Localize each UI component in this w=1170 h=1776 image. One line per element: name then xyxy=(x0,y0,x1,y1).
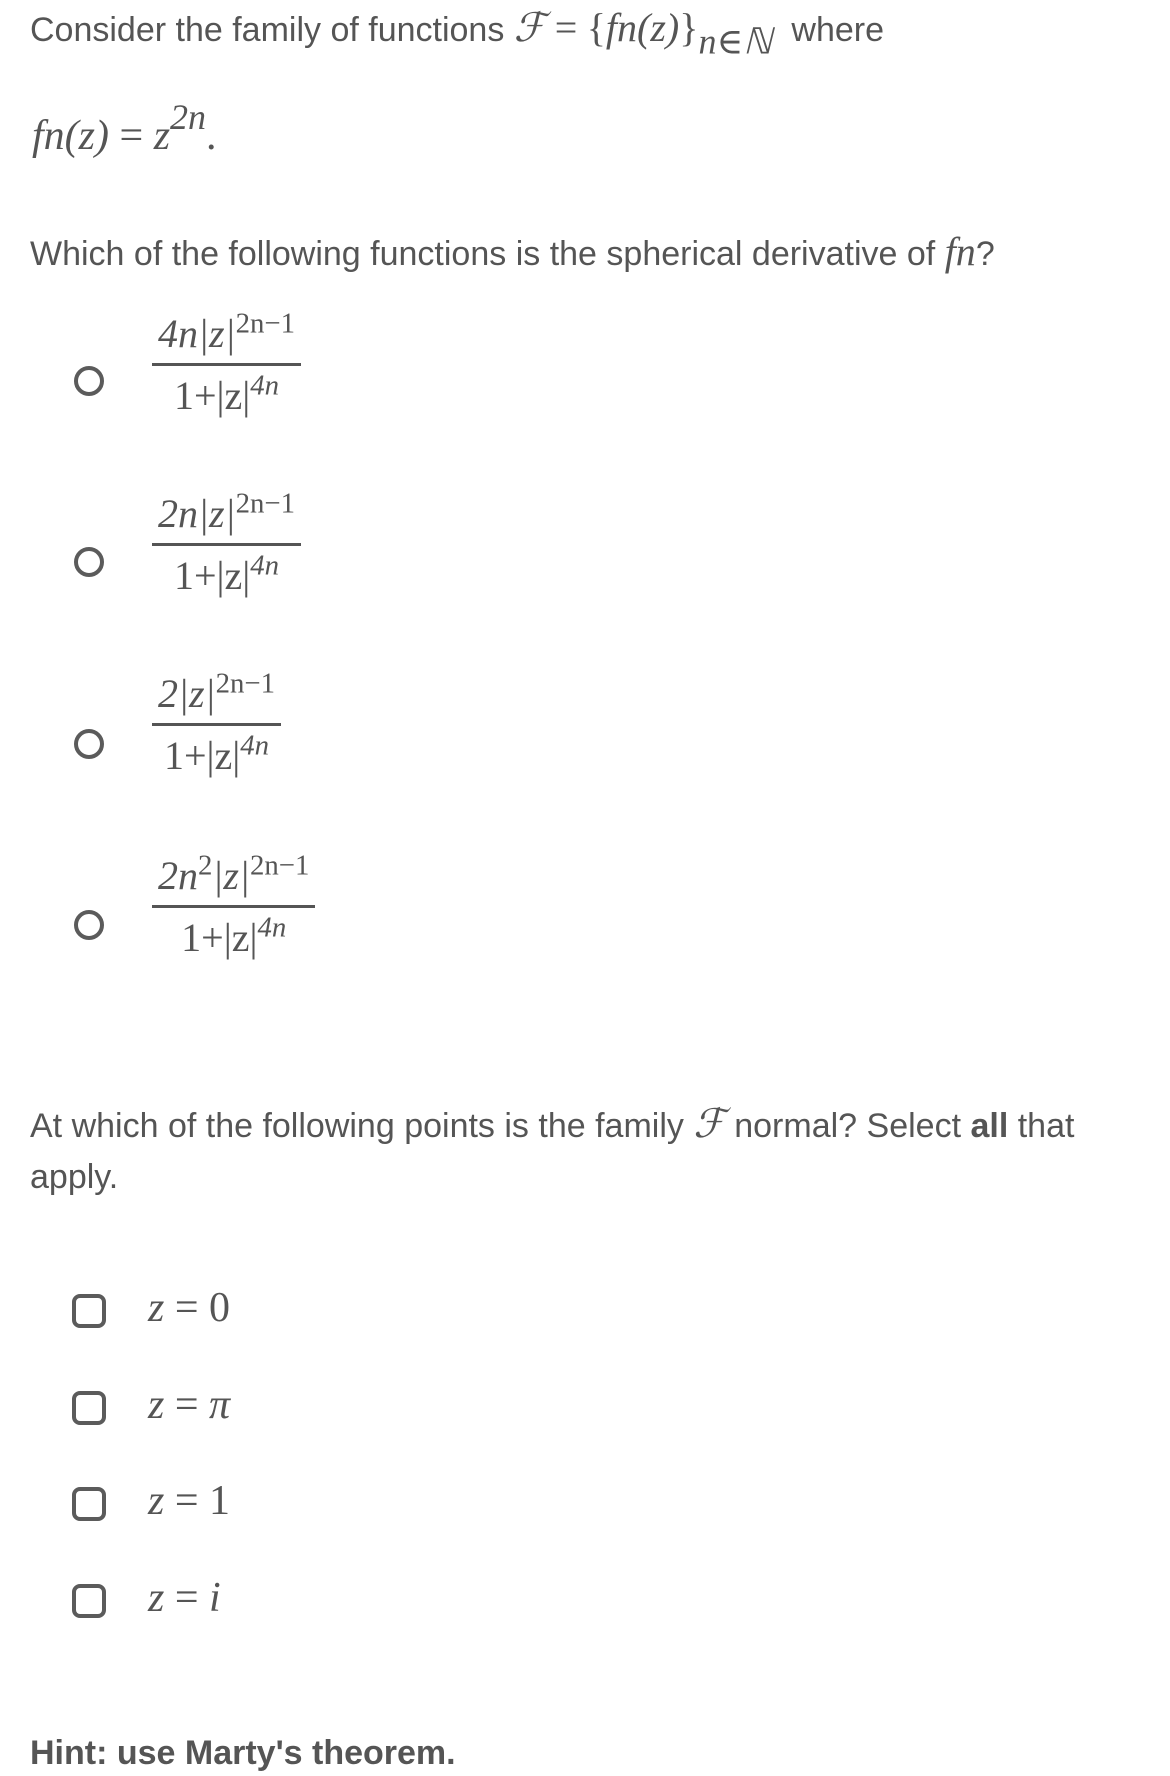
checkbox-option-4[interactable] xyxy=(72,1584,106,1618)
question-2-text-line2: apply. xyxy=(30,1158,119,1196)
answer-option-3[interactable] xyxy=(152,667,281,779)
set-open-brace: { xyxy=(586,5,606,50)
point-option-1[interactable] xyxy=(148,1284,230,1332)
option-2-den-exp: 4n xyxy=(250,549,280,582)
radio-option-1[interactable] xyxy=(74,366,104,396)
equals-sign: = xyxy=(554,5,578,50)
point-1-var: z xyxy=(148,1285,165,1331)
definition-argument: (z) xyxy=(64,113,109,159)
point-4-eq: = xyxy=(174,1575,199,1621)
option-1-numerator xyxy=(152,307,301,363)
point-4-value: i xyxy=(209,1575,221,1621)
set-function: fn xyxy=(605,5,638,50)
option-1-num-exp: 2n−1 xyxy=(235,307,295,340)
option-4-num-coef-a: 2n xyxy=(158,853,198,898)
set-close-brace: } xyxy=(679,5,699,50)
checkbox-option-1[interactable] xyxy=(72,1294,106,1328)
option-3-den-exp: 4n xyxy=(240,729,270,762)
question-1-function: fn xyxy=(944,229,976,274)
checkbox-option-2[interactable] xyxy=(72,1391,106,1425)
option-4-num-coef-exp: 2 xyxy=(198,849,213,882)
intro-prefix: Consider the family of functions xyxy=(30,11,505,49)
hint-text: Hint: use Marty's theorem. xyxy=(30,1734,456,1772)
point-option-3[interactable] xyxy=(148,1477,230,1525)
point-2-value: π xyxy=(209,1382,231,1428)
radio-option-3[interactable] xyxy=(74,729,104,759)
radio-option-2[interactable] xyxy=(74,547,104,577)
set-index: n∈ℕ xyxy=(698,21,772,62)
question-1-qmark: ? xyxy=(975,235,995,273)
definition-equals: = xyxy=(119,113,144,159)
option-1-den-exp: 4n xyxy=(250,369,280,402)
option-4-numerator xyxy=(152,849,315,905)
point-option-2[interactable] xyxy=(148,1381,230,1429)
point-3-value: 1 xyxy=(209,1478,231,1524)
question-1-text xyxy=(30,229,995,274)
option-4-den-exp: 4n xyxy=(257,911,287,944)
question-2-family-symbol: ℱ xyxy=(693,1101,725,1146)
option-2-num-exp: 2n−1 xyxy=(235,487,295,520)
option-3-denominator xyxy=(158,726,275,779)
option-4-num-exp: 2n−1 xyxy=(249,849,310,882)
question-1-prompt: Which of the following functions is the spherical derivative of xyxy=(30,235,936,273)
point-3-var: z xyxy=(148,1478,165,1524)
answer-option-2[interactable] xyxy=(152,487,301,599)
definition-period: . xyxy=(206,113,217,159)
option-3-num-exp: 2n−1 xyxy=(215,667,275,700)
option-1-denominator xyxy=(168,366,285,419)
option-2-numerator xyxy=(152,487,301,543)
point-4-var: z xyxy=(148,1575,165,1621)
option-3-num-coef: 2|z| xyxy=(158,671,216,716)
question-2-prompt-c: that xyxy=(1017,1107,1075,1145)
point-2-var: z xyxy=(148,1382,165,1428)
option-3-den-base: 1+|z| xyxy=(163,733,241,778)
point-1-eq: = xyxy=(174,1285,199,1331)
question-2-prompt-a: At which of the following points is the family xyxy=(30,1107,684,1145)
question-2-emphasis: all xyxy=(970,1107,1009,1145)
question-2-prompt-b: normal? Select xyxy=(734,1107,962,1145)
checkbox-option-3[interactable] xyxy=(72,1487,106,1521)
definition-exponent: 2n xyxy=(170,97,207,138)
function-definition xyxy=(32,97,217,160)
option-2-num-coef: 2n|z| xyxy=(158,491,236,536)
option-2-denominator xyxy=(168,546,285,599)
option-1-den-base: 1+|z| xyxy=(173,373,251,418)
answer-option-1[interactable] xyxy=(152,307,301,419)
option-4-num-coef-b: |z| xyxy=(212,853,250,898)
option-3-numerator xyxy=(152,667,281,723)
intro-suffix: where xyxy=(791,11,885,49)
option-4-denominator xyxy=(175,908,292,961)
family-symbol: ℱ xyxy=(513,5,546,50)
intro-line xyxy=(30,5,885,62)
definition-function: fn xyxy=(32,113,65,159)
point-option-4[interactable] xyxy=(148,1574,221,1622)
answer-option-4[interactable] xyxy=(152,849,315,961)
option-2-den-base: 1+|z| xyxy=(173,553,251,598)
option-1-num-coef: 4n|z| xyxy=(158,311,236,356)
question-2-text xyxy=(30,1101,1075,1146)
point-3-eq: = xyxy=(174,1478,199,1524)
set-argument: (z) xyxy=(637,5,680,50)
definition-base: z xyxy=(153,113,171,159)
option-4-den-base: 1+|z| xyxy=(181,915,258,960)
point-1-value: 0 xyxy=(209,1285,231,1331)
point-2-eq: = xyxy=(174,1382,199,1428)
radio-option-4[interactable] xyxy=(74,910,104,940)
